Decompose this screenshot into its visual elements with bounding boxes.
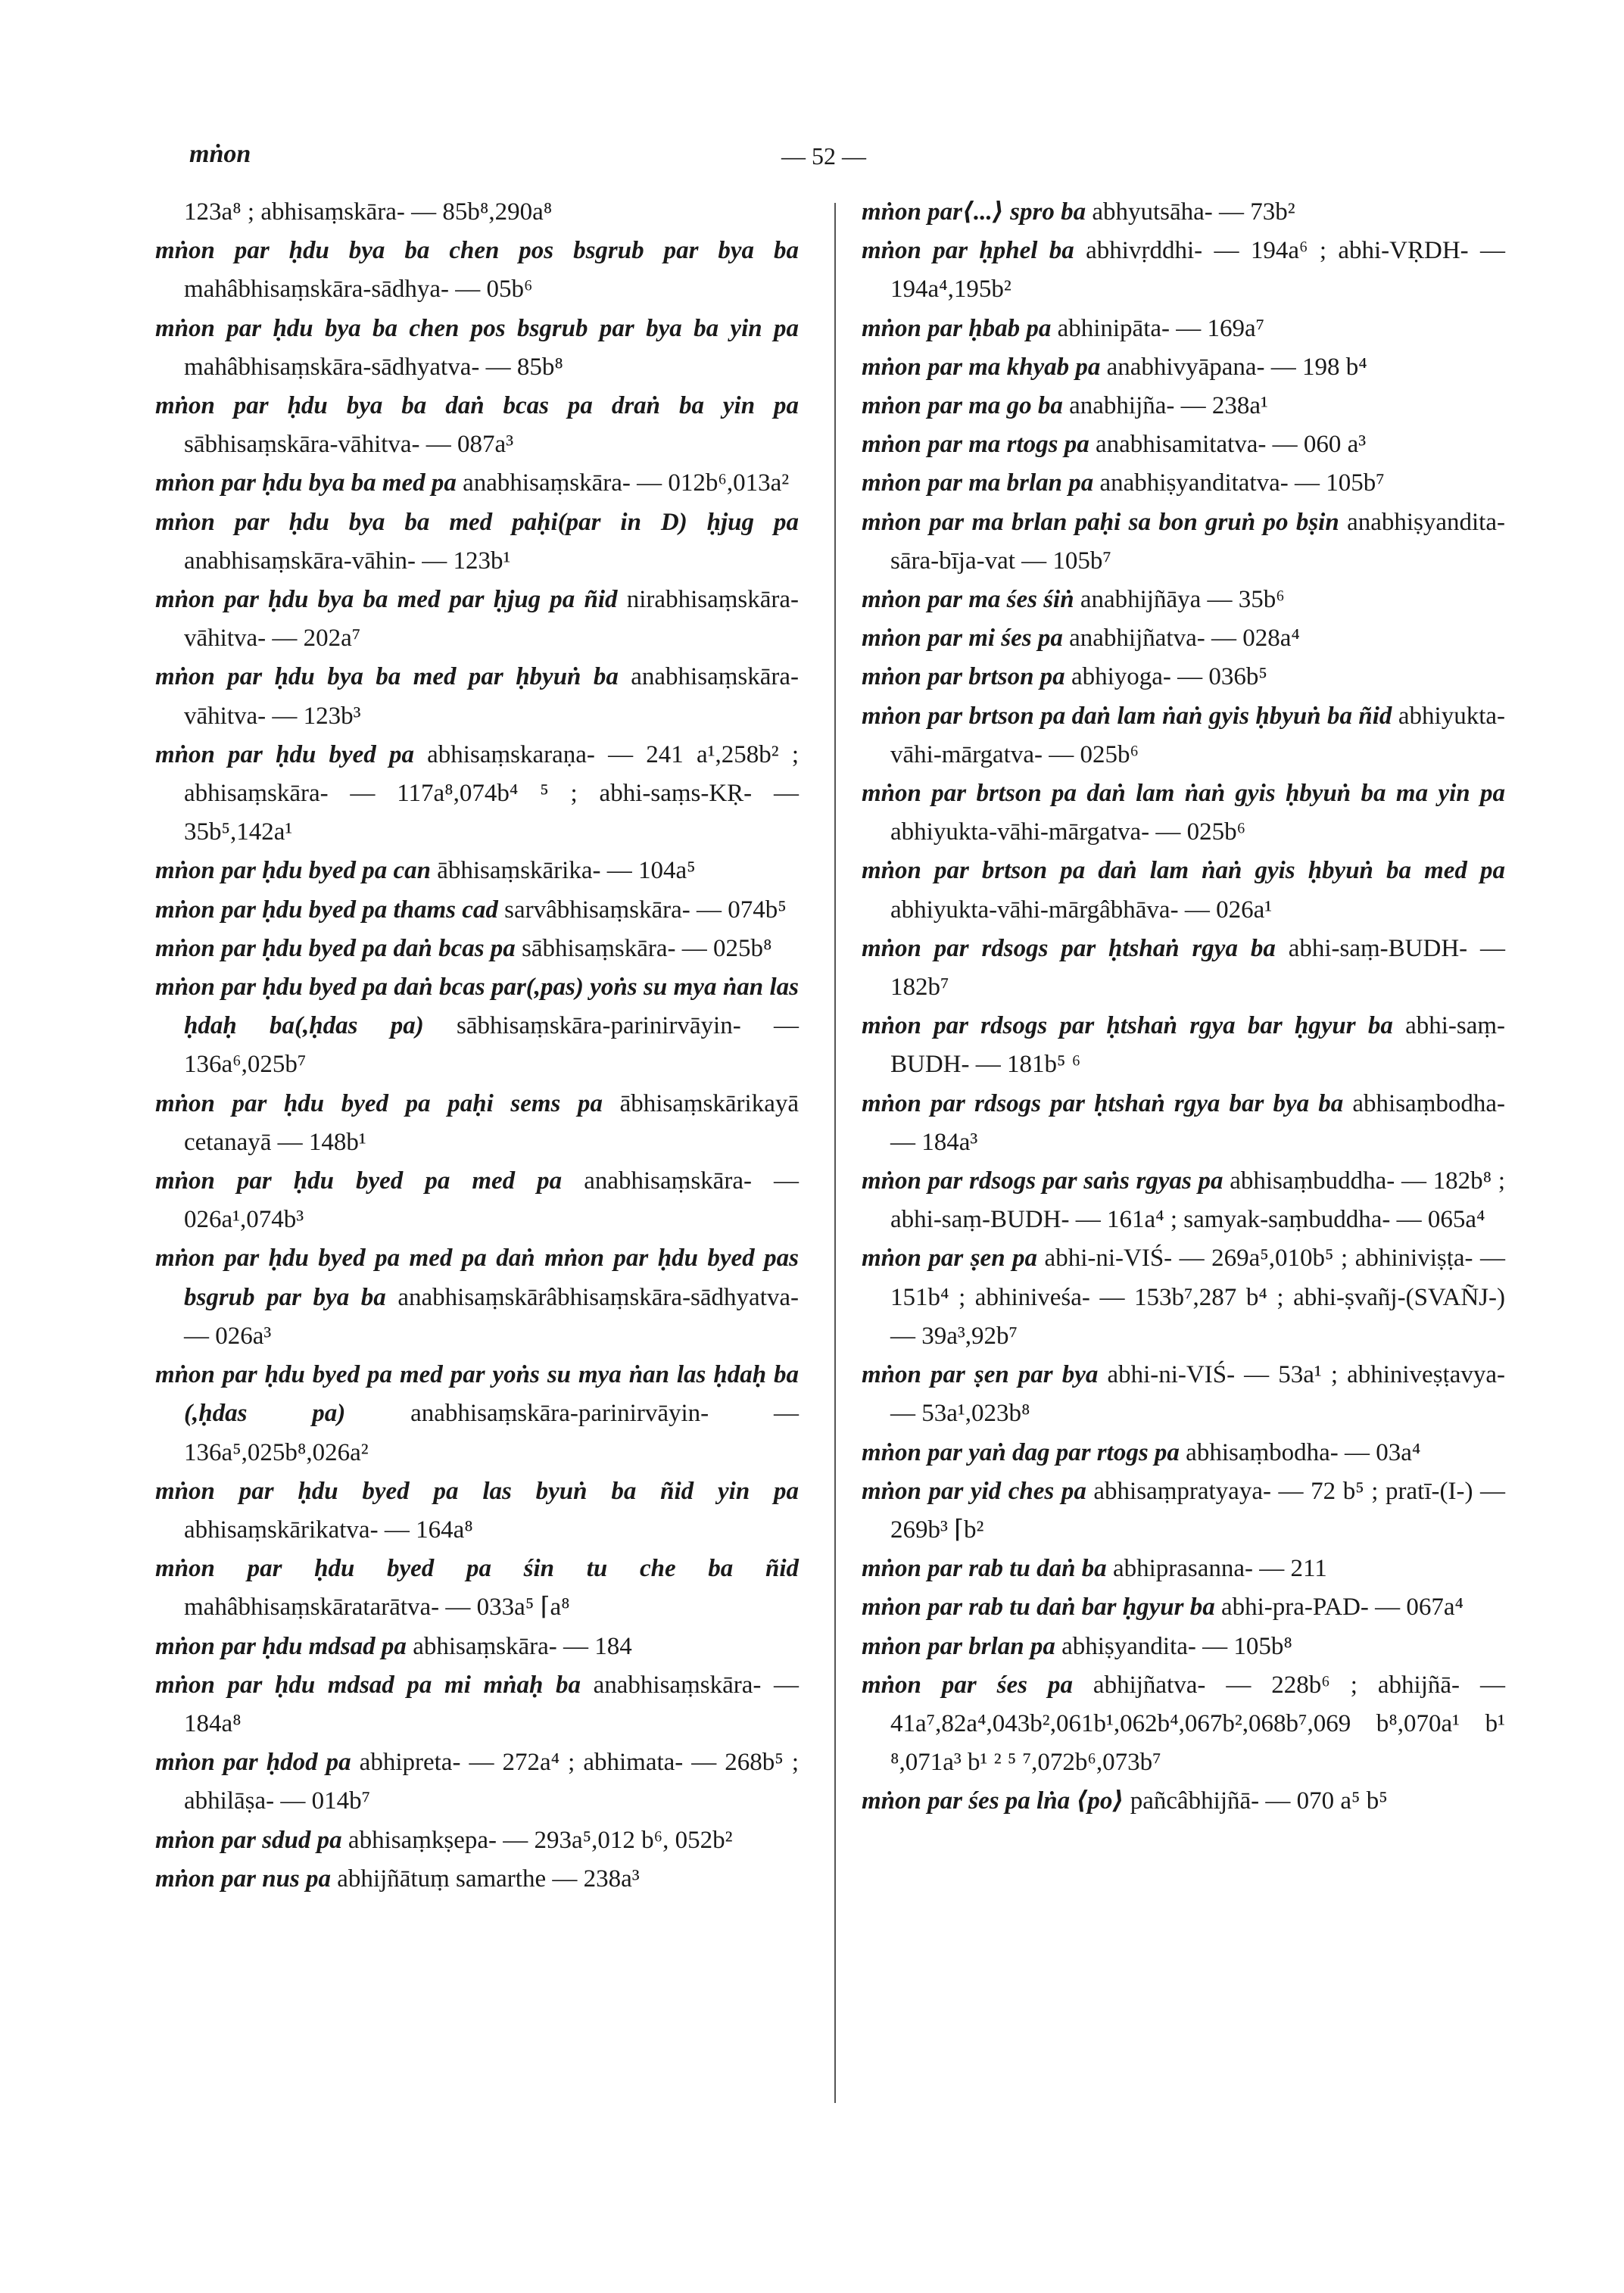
entry-headword: mṅon par ḥdod pa: [155, 1749, 351, 1777]
entry-definition: abhiyukta-vāhi-mārgatva- — 025b⁶: [890, 818, 1246, 846]
dictionary-entry: [155, 968, 799, 1085]
entry-definition: anabhijña- — 238a¹: [1069, 392, 1268, 420]
entry-definition: abhiyukta-vāhi-mārgâbhāva- — 026a¹: [890, 896, 1273, 924]
entry-headword: mṅon par ḥdu byed pa thams cad: [155, 896, 498, 924]
right-column: [862, 193, 1505, 1821]
entry-definition: abhisaṃskaraṇa- — 241 a¹,258b² ; abhisaṃskāra- — 117a⁸,074b⁴ ⁵ ; abhi-saṃs-KṚ- — 35b⁵,142a¹: [184, 740, 799, 846]
dictionary-entry: [862, 852, 1505, 929]
entry-definition: anabhisaṃskāra-vāhitva- — 123b³: [184, 663, 800, 730]
dictionary-entry: [862, 619, 1505, 658]
entry-definition: abhiyukta-vāhi-mārgatva- — 025b⁶: [890, 702, 1505, 768]
dictionary-entry: [862, 1666, 1505, 1783]
dictionary-entry: [155, 1860, 799, 1899]
entry-definition: anabhisaṃskārâbhisaṃskāra-sādhyatva- — 026a³: [184, 1283, 800, 1350]
entry-headword: mṅon par rdsogs par ḥtshaṅ rgya ba: [862, 934, 1276, 962]
dictionary-entry: [155, 1162, 799, 1239]
entry-headword: mṅon par ḥdu byed pa daṅ bcas par(,pas) yoṅs su mya ṅan las ḥdaḥ ba(,ḥdas pa): [155, 974, 799, 1040]
entry-headword: mṅon par ḥdu bya ba med paḥi(par in D) ḥjug pa: [155, 508, 799, 536]
dictionary-entry: [155, 1666, 799, 1743]
entry-headword: mṅon par ḥdu byed pa med par yoṅs su mya ṅan las ḥdaḥ ba (,ḥdas pa): [155, 1361, 799, 1428]
entry-definition: abhipreta- — 272a⁴ ; abhimata- — 268b⁵ ; abhilāṣa- — 014b⁷: [184, 1749, 800, 1815]
entry-definition: sarvâbhisaṃskāra- — 074b⁵: [504, 896, 787, 924]
entry-definition: anabhisaṃskāra- — 026a¹,074b³: [184, 1167, 799, 1234]
entry-definition: abhiprasanna- — 211: [1112, 1555, 1327, 1583]
entry-headword: mṅon par brtson pa daṅ lam ṅaṅ gyis ḥbyuṅ ba ma yin pa: [862, 780, 1505, 808]
dictionary-entry: [862, 387, 1505, 425]
dictionary-entry: [862, 1239, 1505, 1356]
entry-definition: sābhisaṃskāra- — 025b⁸: [522, 934, 772, 962]
entry-definition: anabhijñatva- — 028a⁴: [1069, 625, 1300, 653]
entry-definition: mahâbhisaṃskāra-sādhyatva- — 85b⁸: [184, 353, 563, 381]
entry-headword: mṅon par yaṅ dag par rtogs pa: [862, 1438, 1180, 1466]
entry-definition: anabhisaṃskāra- — 184a⁸: [184, 1671, 799, 1737]
dictionary-entry: [862, 1550, 1505, 1588]
entry-headword: mṅon par ḥdu bya ba chen pos bsgrub par bya ba: [155, 237, 799, 265]
entry-definition: abhisaṃbodha- — 03a⁴: [1186, 1438, 1421, 1466]
dictionary-entry: [862, 1356, 1505, 1433]
entry-definition: abhi-ni-VIŚ- — 53a¹ ; abhiniveṣṭavya- — 53a¹,023b⁸: [890, 1361, 1505, 1428]
entry-definition: abhisaṃpratyaya- — 72 b⁵ ; pratī-(I-) — 269b³ ⌈b²: [890, 1477, 1506, 1544]
entry-headword: mṅon par śes pa: [862, 1671, 1073, 1699]
entry-definition: ābhisaṃskārikayā cetanayā — 148b¹: [184, 1089, 799, 1156]
dictionary-entry: [155, 387, 799, 464]
entry-definition: abhisaṃskāra- — 184: [413, 1632, 632, 1660]
entry-definition: nirabhisaṃskāra-vāhitva- — 202a⁷: [184, 586, 800, 653]
dictionary-entry: [155, 852, 799, 890]
entry-definition: ābhisaṃskārika- — 104a⁵: [437, 857, 696, 885]
entry-headword: mṅon par⟨...⟩ spro ba: [862, 198, 1086, 226]
entry-headword: mṅon par ma brlan paḥi sa bon gruṅ po bṣin: [862, 508, 1339, 536]
dictionary-entry: [862, 425, 1505, 464]
entry-definition: abhijñatva- — 228b⁶ ; abhijñā- — 41a⁷,82a⁴,043b²,061b¹,062b⁴,067b²,068b⁷,069 b⁸,070a¹ b¹ ⁸,071a³ b¹ ² ⁵ ⁷,072b⁶,073b⁷: [890, 1671, 1505, 1777]
entry-headword: mṅon par ḥdu mdsad pa: [155, 1632, 407, 1660]
entry-headword: mṅon par ṣen pa: [862, 1245, 1038, 1273]
entry-headword: mṅon par ḥdu bya ba chen pos bsgrub par bya ba yin pa: [155, 314, 799, 342]
entry-definition: abhyutsāha- — 73b²: [1092, 198, 1295, 226]
entry-headword: mṅon par ḥdu byed pa: [155, 740, 414, 768]
entry-definition: abhijñātuṃ samarthe — 238a³: [337, 1865, 640, 1893]
dictionary-entry: [155, 1356, 799, 1472]
entry-definition: abhiyoga- — 036b⁵: [1071, 663, 1267, 691]
entry-headword: mṅon par ḥdu byed pa las byuṅ ba ñid yin pa: [155, 1477, 799, 1505]
entry-headword: mṅon par ḥbab pa: [862, 314, 1052, 342]
dictionary-entry: [155, 193, 799, 232]
dictionary-entry: [155, 232, 799, 309]
dictionary-entry: [155, 930, 799, 968]
dictionary-entry: [155, 1239, 799, 1356]
entry-headword: mṅon par ḥdu bya ba daṅ bcas pa draṅ ba yin pa: [155, 392, 799, 420]
entry-headword: mṅon par rdsogs par ḥtshaṅ rgya bar bya ba: [862, 1089, 1344, 1117]
entry-definition: mahâbhisaṃskāratarātva- — 033a⁵ ⌈a⁸: [184, 1594, 570, 1622]
entry-headword: mṅon par yid ches pa: [862, 1477, 1086, 1505]
entry-headword: mṅon par ḥdu byed pa śin tu che ba ñid: [155, 1555, 799, 1583]
dictionary-entry: [862, 1007, 1505, 1084]
dictionary-entry: [155, 581, 799, 658]
entry-headword: mṅon par mi śes pa: [862, 625, 1063, 653]
entry-definition: anabhisamitatva- — 060 a³: [1096, 431, 1367, 459]
entry-headword: mṅon par brlan pa: [862, 1632, 1055, 1660]
dictionary-entry: [155, 1085, 799, 1162]
entry-headword: mṅon par ḥdu byed pa daṅ bcas pa: [155, 934, 516, 962]
entry-definition: abhinipāta- — 169a⁷: [1057, 314, 1265, 342]
dictionary-entry: [155, 1472, 799, 1550]
column-divider: [834, 203, 836, 2103]
entry-definition: anabhiṣyanditatva- — 105b⁷: [1099, 469, 1385, 497]
entry-headword: mṅon par ḥdu bya ba med par ḥbyuṅ ba: [155, 663, 619, 691]
dictionary-entry: [862, 658, 1505, 696]
entry-definition: abhi-pra-PAD- — 067a⁴: [1220, 1594, 1464, 1622]
entry-definition: abhivṛddhi- — 194a⁶ ; abhi-VṚDH- — 194a⁴,195b²: [890, 237, 1505, 304]
entry-headword: mṅon par ma brlan pa: [862, 469, 1094, 497]
entry-headword: mṅon par brtson pa daṅ lam ṅaṅ gyis ḥbyuṅ ba ñid: [862, 702, 1392, 730]
dictionary-entry: [862, 774, 1505, 852]
entry-definition: abhisaṃkṣepa- — 293a⁵,012 b⁶, 052b²: [348, 1826, 733, 1854]
entry-definition: anabhisaṃskāra-vāhin- — 123b¹: [184, 547, 511, 575]
dictionary-entry: [862, 930, 1505, 1007]
dictionary-entry: [862, 1628, 1505, 1666]
entry-definition: 123a⁸ ; abhisaṃskāra- — 85b⁸,290a⁸: [184, 198, 553, 226]
entry-headword: mṅon par ḥdu byed pa can: [155, 857, 431, 885]
dictionary-entry: [155, 310, 799, 387]
entry-headword: mṅon par ḥdu bya ba med pa: [155, 469, 457, 497]
entry-definition: abhi-saṃ-BUDH- — 181b⁵ ⁶: [890, 1012, 1506, 1079]
running-head: mṅon: [189, 140, 251, 168]
dictionary-entry: [155, 1628, 799, 1666]
entry-headword: mṅon par ma go ba: [862, 392, 1063, 420]
dictionary-entry: [862, 348, 1505, 387]
entry-headword: mṅon par ma rtogs pa: [862, 431, 1089, 459]
dictionary-entry: [862, 697, 1505, 774]
dictionary-entry: [155, 503, 799, 581]
entry-headword: mṅon par brtson pa daṅ lam ṅaṅ gyis ḥbyuṅ ba med pa: [862, 857, 1505, 885]
dictionary-entry: [862, 1162, 1505, 1239]
entry-definition: abhi-saṃ-BUDH- — 182b⁷: [890, 934, 1506, 1002]
entry-definition: anabhisaṃskāra- — 012b⁶,013a²: [463, 469, 790, 497]
dictionary-entry: [862, 232, 1505, 309]
entry-headword: mṅon par ḥdu bya ba med par ḥjug pa ñid: [155, 586, 618, 614]
entry-headword: mṅon par ṣen par bya: [862, 1361, 1099, 1389]
dictionary-entry: [155, 736, 799, 852]
entry-headword: mṅon par nus pa: [155, 1865, 332, 1893]
entry-definition: sābhisaṃskāra-parinirvāyin- — 136a⁶,025b⁷: [184, 1012, 800, 1079]
entry-headword: mṅon par ḥdu byed pa med pa daṅ mṅon par ḥdu byed pas bsgrub par bya ba: [155, 1245, 799, 1311]
entry-definition: abhisaṃbodha- — 184a³: [890, 1089, 1505, 1156]
entry-definition: anabhiṣyandita-sāra-bīja-vat — 105b⁷: [890, 508, 1505, 575]
entry-headword: mṅon par ma khyab pa: [862, 353, 1101, 381]
entry-headword: mṅon par ḥdu mdsad pa mi mṅaḥ ba: [155, 1671, 581, 1699]
entry-definition: sābhisaṃskāra-vāhitva- — 087a³: [184, 431, 514, 459]
entry-definition: abhiṣyandita- — 105b⁸: [1061, 1632, 1292, 1660]
entry-definition: abhi-ni-VIŚ- — 269a⁵,010b⁵ ; abhiniviṣṭa- — 151b⁴ ; abhiniveśa- — 153b⁷,287 b⁴ ; abhi-ṣvañj-(SVAÑJ-) — 39a³,92b⁷: [890, 1245, 1506, 1350]
dictionary-entry: [155, 1821, 799, 1860]
entry-headword: mṅon par ḥdu byed pa med pa: [155, 1167, 563, 1195]
page-number: — 52 —: [781, 142, 866, 170]
entry-definition: anabhijñāya — 35b⁶: [1080, 586, 1285, 614]
entry-definition: abhisaṃbuddha- — 182b⁸ ; abhi-saṃ-BUDH- — 161a⁴ ; samyak-saṃbuddha- — 065a⁴: [890, 1167, 1505, 1234]
entry-definition: anabhivyāpana- — 198 b⁴: [1106, 353, 1367, 381]
entry-headword: mṅon par rdsogs par saṅs rgyas pa: [862, 1167, 1223, 1195]
dictionary-entry: [862, 581, 1505, 619]
dictionary-entry: [862, 503, 1505, 581]
dictionary-entry: [862, 1434, 1505, 1472]
entry-definition: anabhisaṃskāra-parinirvāyin- — 136a⁵,025b⁸,026a²: [184, 1400, 799, 1466]
dictionary-entry: [155, 891, 799, 930]
entry-headword: mṅon par rdsogs par ḥtshaṅ rgya bar ḥgyur ba: [862, 1012, 1393, 1040]
dictionary-entry: [862, 1588, 1505, 1627]
entry-headword: mṅon par śes pa lṅa ⟨po⟩: [862, 1787, 1124, 1815]
entry-headword: mṅon par rab tu daṅ ba: [862, 1555, 1107, 1583]
entry-definition: abhisaṃskārikatva- — 164a⁸: [184, 1516, 473, 1544]
entry-headword: mṅon par rab tu daṅ bar ḥgyur ba: [862, 1594, 1215, 1622]
dictionary-entry: [155, 1550, 799, 1627]
dictionary-entry: [155, 464, 799, 503]
entry-headword: mṅon par ḥphel ba: [862, 237, 1074, 265]
entry-headword: mṅon par ma śes śiṅ: [862, 586, 1074, 614]
dictionary-entry: [862, 464, 1505, 503]
dictionary-entry: [155, 1743, 799, 1821]
dictionary-entry: [862, 1085, 1505, 1162]
dictionary-entry: [862, 1782, 1505, 1821]
dictionary-entry: [862, 1472, 1505, 1550]
entry-headword: mṅon par sdud pa: [155, 1826, 342, 1854]
dictionary-entry: [862, 310, 1505, 348]
entry-definition: mahâbhisaṃskāra-sādhya- — 05b⁶: [184, 276, 533, 304]
entry-definition: pañcâbhijñā- — 070 a⁵ b⁵: [1130, 1787, 1388, 1815]
entry-headword: mṅon par ḥdu byed pa paḥi sems pa: [155, 1089, 603, 1117]
entry-headword: mṅon par brtson pa: [862, 663, 1065, 691]
left-column: [155, 193, 799, 1899]
dictionary-entry: [155, 658, 799, 735]
dictionary-entry: [862, 193, 1505, 232]
